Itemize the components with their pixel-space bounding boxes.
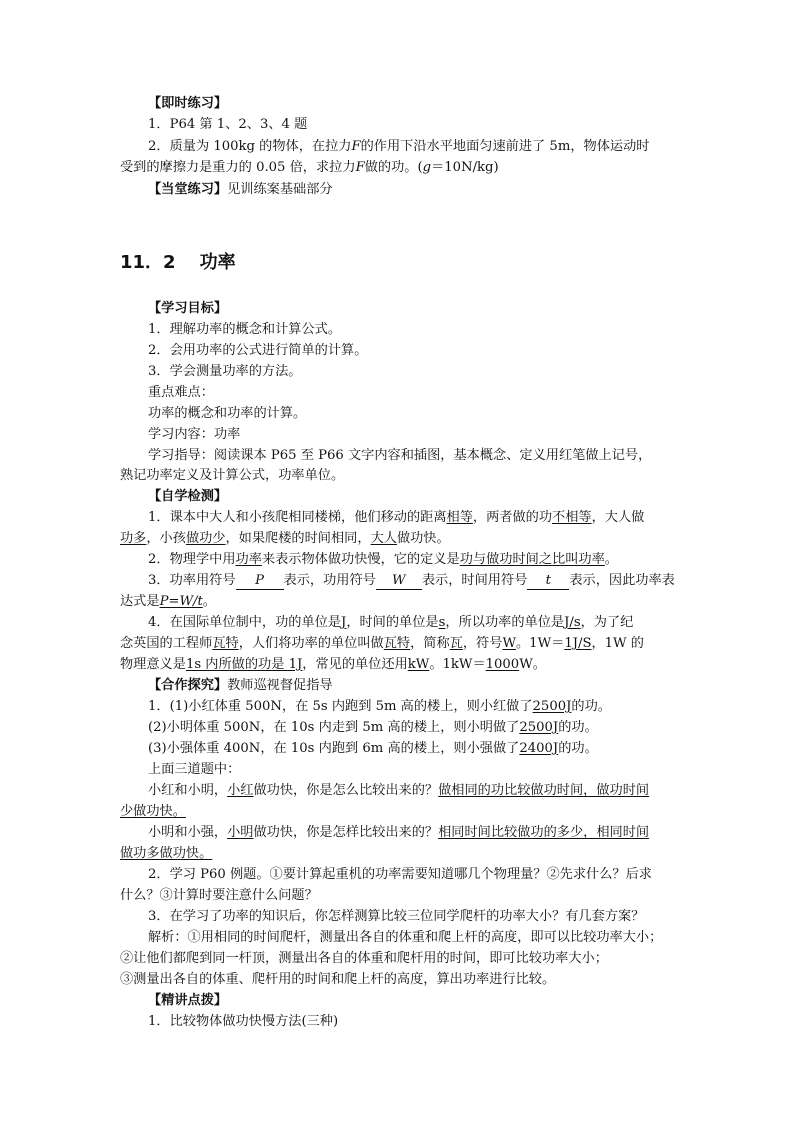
selfcheck-line8: 物理意义是1s 内所做的功是 1J，常见的单位还用kW。1kW＝1000W。 [120, 657, 546, 672]
practice-header: 【即时练习】 [148, 96, 228, 111]
coop-q1: 1．(1)小红体重 500N，在 5s 内跑到 5m 高的楼上，则小红做了2500J的功。 [148, 699, 611, 714]
coop-h1-line1: 小红和小明，小红做功快，你是怎么比较出来的？做相同的功比较做功时间，做功时间 [148, 783, 650, 798]
goal-item: 2．会用功率的公式进行简单的计算。 [148, 343, 368, 358]
selfcheck-line1: 1．课本中大人和小孩爬相同楼梯，他们移动的距离相等，两者做的功不相等，大人做 [148, 510, 645, 525]
selfcheck-line2: 功多，小孩做功少，如果爬楼的时间相同，大人做功快。 [120, 531, 450, 546]
key-label: 重点难点： [148, 385, 214, 400]
coop-h2-line2: 做功多做功快。 [120, 846, 213, 861]
coop-above: 上面三道题中： [148, 762, 241, 777]
guide-line2: 熟记功率定义及计算公式，功率单位。 [120, 468, 345, 483]
class-practice: 【当堂练习】见训练案基础部分 [148, 182, 333, 197]
selfcheck-header: 【自学检测】 [148, 489, 228, 504]
coop-q3: (3)小强体重 400N，在 10s 内跑到 6m 高的楼上，则小强做了2400J的功。 [148, 741, 598, 756]
goal-item: 3．学会测量功率的方法。 [148, 364, 302, 379]
content-line: 学习内容：功率 [148, 427, 241, 442]
goals-header: 【学习目标】 [148, 301, 228, 316]
points-header: 【精讲点拨】 [148, 993, 228, 1008]
practice-q2-line2: 受到的摩擦力是重力的 0.05 倍，求拉力F做的功。(g＝10N/kg) [120, 160, 499, 175]
points-item1: 1．比较物体做功快慢方法(三种) [148, 1014, 339, 1029]
selfcheck-line7: 念英国的工程师瓦特，人们将功率的单位叫做瓦特，简称瓦，符号W。1W＝1J/S，1W 的 [120, 636, 644, 651]
coop-header: 【合作探究】教师巡视督促指导 [148, 678, 333, 693]
coop-q2: (2)小明体重 500N，在 10s 内走到 5m 高的楼上，则小明做了2500J的功。 [148, 720, 598, 735]
selfcheck-line4: 3．功率用符号 P 表示，功用符号 W 表示，时间用符号 t 表示，因此功率表 [148, 573, 675, 588]
coop-q4-line1: 2．学习 P60 例题。①要计算起重机的功率需要知道哪几个物理量？②先求什么？后求 [148, 867, 652, 882]
coop-ans1: 解析：①用相同的时间爬杆，测量出各自的体重和爬上杆的高度，即可以比较功率大小； [148, 930, 663, 945]
guide-line1: 学习指导：阅读课本 P65 至 P66 文字内容和插图，基本概念、定义用红笔做上记号， [148, 448, 652, 463]
selfcheck-line5: 达式是P=W/t。 [120, 594, 216, 609]
key-text: 功率的概念和功率的计算。 [148, 406, 307, 421]
coop-h2-line1: 小明和小强，小明做功快，你是怎样比较出来的？相同时间比较做功的多少，相同时间 [148, 825, 650, 840]
selfcheck-line3: 2．物理学中用功率来表示物体做功快慢，它的定义是功与做功时间之比叫功率。 [148, 552, 618, 567]
goal-item: 1．理解功率的概念和计算公式。 [148, 322, 342, 337]
coop-q5: 3．在学习了功率的知识后，你怎样测算比较三位同学爬杆的功率大小？有几套方案？ [148, 909, 645, 924]
practice-q2-line1: 2．质量为 100kg 的物体，在拉力F的作用下沿水平地面匀速前进了 5m，物体运动时 [148, 139, 650, 154]
coop-q4-line2: 什么？③计算时要注意什么问题？ [120, 888, 318, 903]
coop-ans3: ③测量出各自的体重、爬杆用的时间和爬上杆的高度，算出功率进行比较。 [120, 972, 556, 987]
section-title: 11．2 功率 [120, 252, 236, 273]
selfcheck-line6: 4．在国际单位制中，功的单位是J，时间的单位是s，所以功率的单位是J/s，为了纪 [148, 615, 634, 630]
coop-ans2: ②让他们都爬到同一杆顶，测量出各自的体重和爬杆用的时间，即可比较功率大小； [120, 951, 608, 966]
practice-q1: 1．P64 第 1、2、3、4 题 [148, 117, 308, 132]
coop-h1-line2: 少做功快。 [120, 804, 186, 819]
